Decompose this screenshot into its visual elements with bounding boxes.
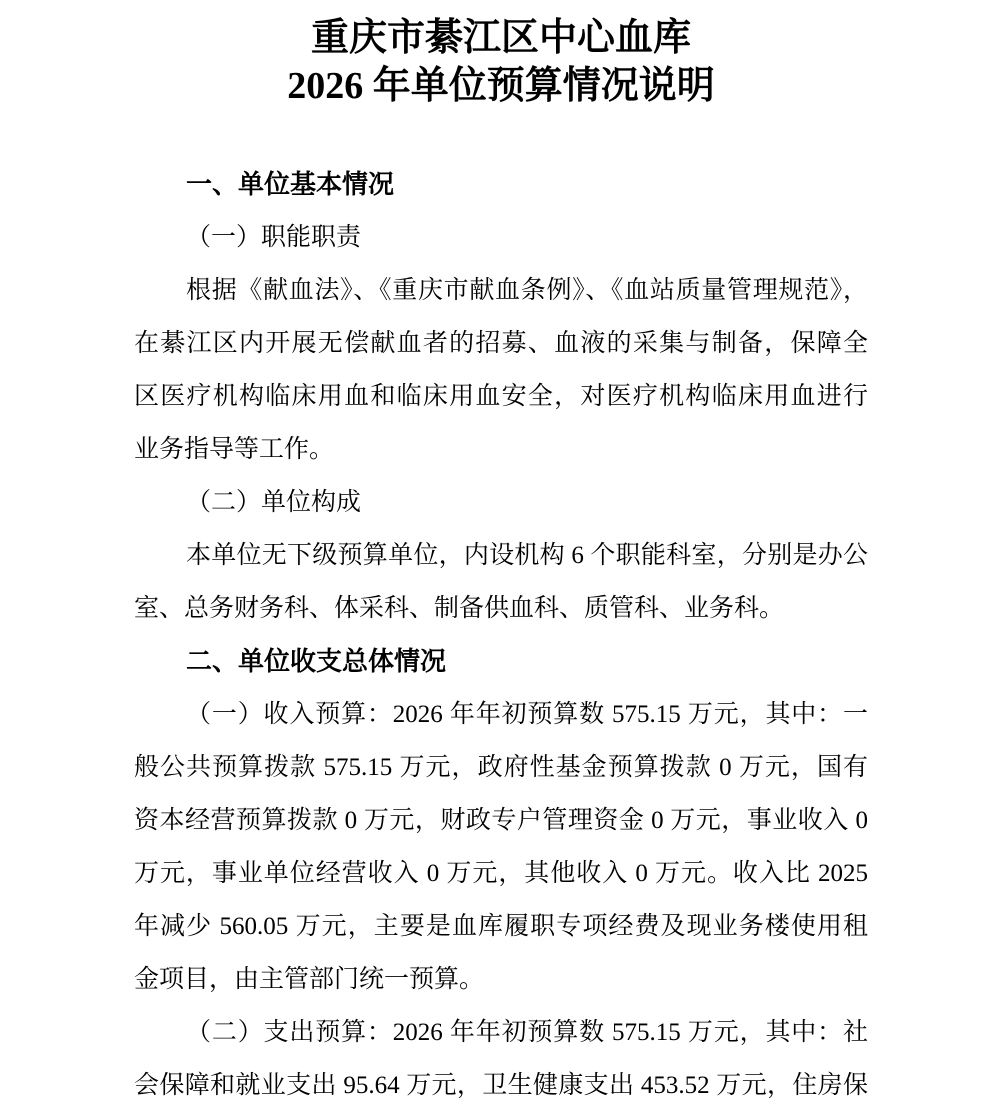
document-title-line-1: 重庆市綦江区中心血库	[310, 17, 691, 59]
para-revenue-budget-line-3: 资本经营预算拨款 0 万元，财政专户管理资金 0 万元，事业收入 0	[134, 807, 868, 834]
para-revenue-budget-line-1: （一）收入预算：2026 年年初预算数 575.15 万元，其中：一	[186, 701, 868, 728]
document-content	[134, 158, 868, 1112]
para-composition-line-1: 本单位无下级预算单位，内设机构 6 个职能科室，分别是办公	[186, 542, 868, 569]
para-duties-line-1: 根据《献血法》、《重庆市献血条例》、《血站质量管理规范》，	[186, 277, 868, 304]
para-revenue-budget-line-6: 金项目，由主管部门统一预算。	[134, 966, 485, 993]
para-composition-line-2: 室、总务财务科、体采科、制备供血科、质管科、业务科。	[134, 595, 785, 622]
subheading-unit-composition: （二）单位构成	[186, 489, 362, 516]
document-title-line-2: 2026 年单位预算情况说明	[287, 65, 715, 107]
para-duties-line-3: 区医疗机构临床用血和临床用血安全，对医疗机构临床用血进行	[134, 383, 868, 410]
document-title	[134, 14, 868, 110]
para-duties-line-2: 在綦江区内开展无偿献血者的招募、血液的采集与制备，保障全	[134, 330, 868, 357]
para-revenue-budget-line-5: 年减少 560.05 万元，主要是血库履职专项经费及现业务楼使用租	[134, 913, 868, 940]
para-expenditure-budget-line-1: （二）支出预算：2026 年年初预算数 575.15 万元，其中：社	[186, 1019, 868, 1046]
para-duties-line-4: 业务指导等工作。	[134, 436, 335, 463]
heading-unit-basic-info: 一、单位基本情况	[186, 169, 395, 199]
para-expenditure-budget-line-2: 会保障和就业支出 95.64 万元，卫生健康支出 453.52 万元，住房保	[134, 1072, 868, 1099]
heading-revenue-expenditure: 二、单位收支总体情况	[186, 646, 447, 676]
subheading-duties: （一）职能职责	[186, 224, 362, 251]
para-revenue-budget-line-2: 般公共预算拨款 575.15 万元，政府性基金预算拨款 0 万元，国有	[134, 754, 868, 781]
para-revenue-budget-line-4: 万元，事业单位经营收入 0 万元，其他收入 0 万元。收入比 2025	[134, 860, 868, 887]
